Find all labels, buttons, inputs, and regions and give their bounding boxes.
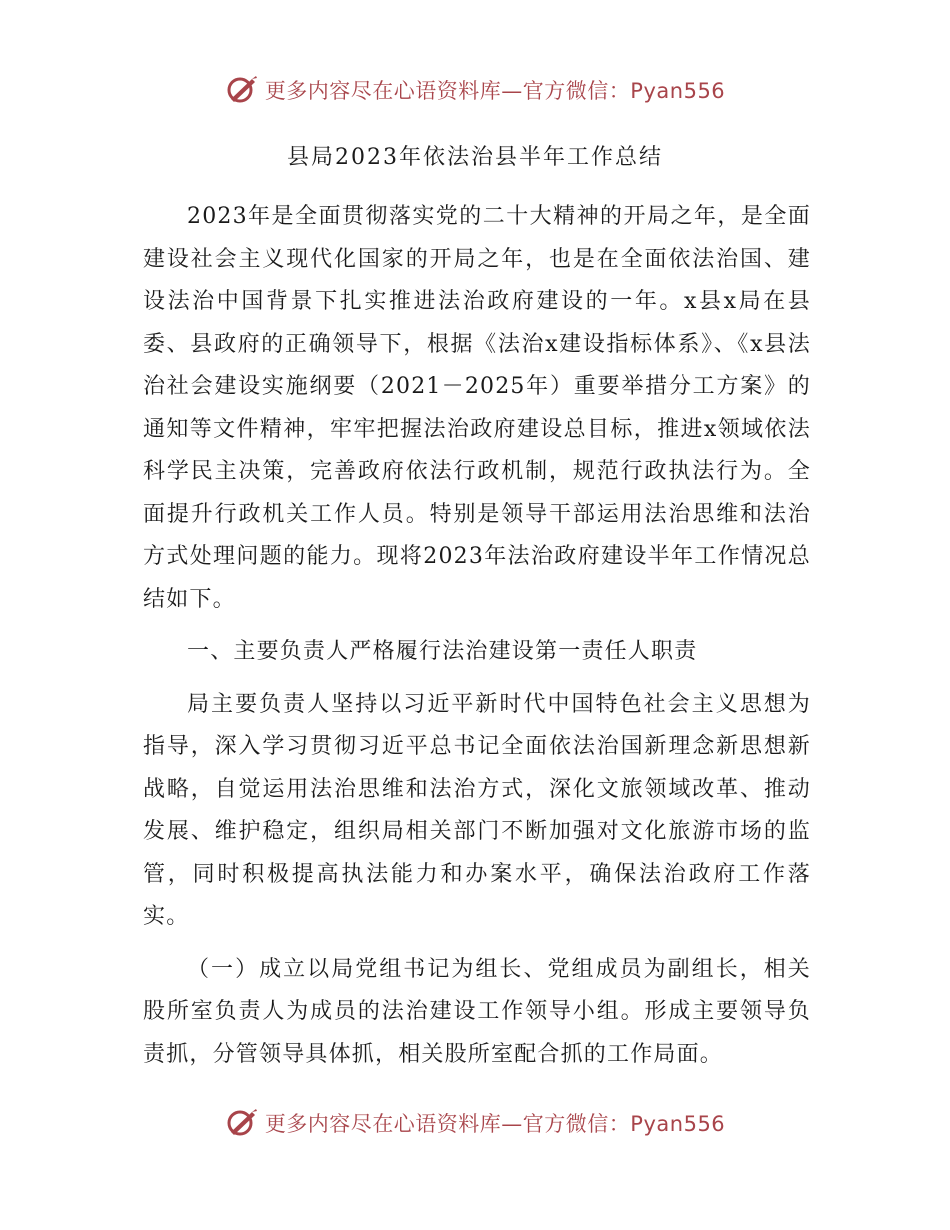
section-heading-1: 一、主要负责人严格履行法治建设第一责任人职责 [187,639,698,664]
footer-watermark [0,1103,950,1143]
header-watermark [0,70,950,110]
paragraph-subsection-1: （一）成立以局党组书记为组长、党组成员为副组长，相关股所室负责人为成员的法治建设工作领导小组。形成主要领导负责抓，分管领导具体抓，相关股所室配合抓的工作局面。 [143,956,811,1067]
pen-logo-icon [225,1106,259,1140]
watermark-text: 更多内容尽在心语资料库—官方微信：Pyan556 [264,79,726,103]
document-title: 县局2023年依法治县半年工作总结 [287,145,663,170]
paragraph-section-1: 局主要负责人坚持以习近平新时代中国特色社会主义思想为指导，深入学习贯彻习近平总书记全面依法治国新理念新思想新战略，自觉运用法治思维和法治方式，深化文旅领域改革、推动发展、维护稳定，组织局相关部门不断加强对文化旅游市场的监管，同时积极提高执法能力和办案水平，确保法治政府工作落实。 [143,691,811,929]
watermark-text: 更多内容尽在心语资料库—官方微信：Pyan556 [264,1112,726,1136]
document-body [143,196,811,1076]
paragraph-intro: 2023年是全面贯彻落实党的二十大精神的开局之年，是全面建设社会主义现代化国家的开局之年，也是在全面依法治国、建设法治中国背景下扎实推进法治政府建设的一年。x县x局在县委、县政府的正确领导下，根据《法治x建设指标体系》、《x县法治社会建设实施纲要（2021－2025年）重要举措分工方案》的通知等文件精神，牢牢把握法治政府建设总目标，推进x领域依法科学民主决策，完善政府依法行政机制，规范行政执法行为。全面提升行政机关工作人员。特别是领导干部运用法治思维和法治方式处理问题的能力。现将2023年法治政府建设半年工作情况总结如下。 [143,204,811,612]
pen-logo-icon [225,73,259,107]
